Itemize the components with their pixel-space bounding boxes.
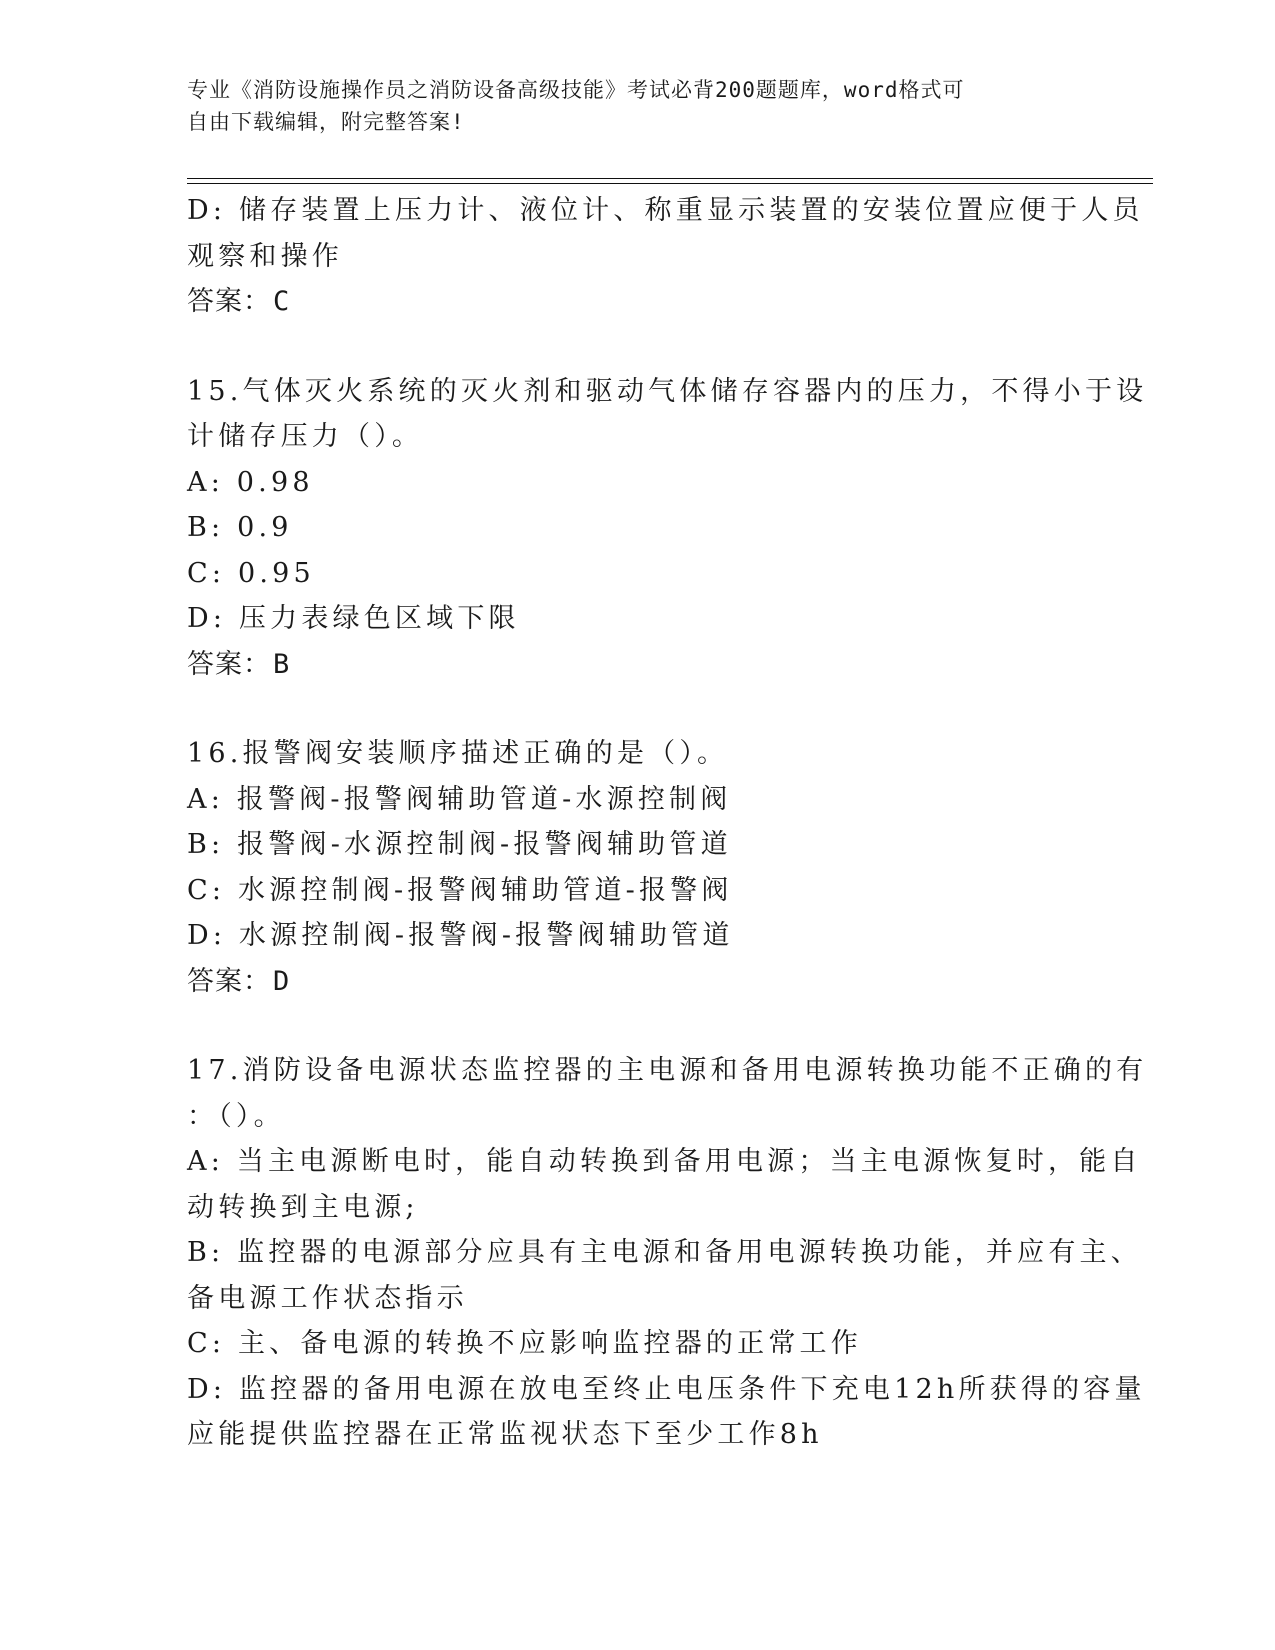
q16-option-c: C: 水源控制阀-报警阀辅助管道-报警阀 [187,874,733,906]
question-14-tail [187,188,1144,325]
q15-answer [187,642,1077,688]
question-17 [187,1048,1148,1458]
q17-option-d-line-2: 应能提供监控器在正常监视状态下至少工作8h [187,1419,823,1450]
q15-option-a: A: 0.98 [187,466,314,498]
answer-value: D [273,965,291,997]
answer-label: 答案： [187,286,271,317]
q17-option-a-line-1: A: 当主电源断电时，能自动转换到备用电源；当主电源恢复时，能自 [187,1146,1142,1177]
q17-option-b-line-2: 备电源工作状态指示 [187,1282,468,1314]
q15-stem-line-1: 15.气体灭火系统的灭火剂和驱动气体储存容器内的压力，不得小于设 [187,375,1148,407]
q16-option-d: D: 水源控制阀-报警阀-报警阀辅助管道 [187,920,734,951]
q17-option-b-line-1: B: 监控器的电源部分应具有主电源和备用电源转换功能，并应有主、 [187,1237,1142,1268]
header-divider-top [187,178,1153,179]
q17-stem-line-1: 17.消防设备电源状态监控器的主电源和备用电源转换功能不正确的有 [187,1055,1148,1086]
q14-option-d-line-1: D: 储存装置上压力计、液位计、称重显示装置的安装位置应便于人员 [187,195,1144,226]
q17-option-d-line-1: D: 监控器的备用电源在放电至终止电压条件下充电12h所获得的容量 [187,1373,1146,1405]
q14-answer [187,279,1077,325]
q17-option-a-line-2: 动转换到主电源; [187,1191,419,1223]
answer-value: C [273,286,291,317]
document-header [187,74,1067,138]
header-line-1: 专业《消防设施操作员之消防设备高级技能》考试必背200题题库，word格式可 [187,78,965,102]
q17-option-c: C: 主、备电源的转换不应影响监控器的正常工作 [187,1328,862,1359]
q16-option-a: A: 报警阀-报警阀辅助管道-水源控制阀 [187,783,732,815]
question-list [187,188,1148,1458]
q17-stem-line-2: ：（）。 [187,1100,285,1132]
q15-option-b: B: 0.9 [187,512,293,543]
q15-option-c: C: 0.95 [187,557,315,589]
question-16 [187,731,1077,1004]
q16-stem-line-1: 16.报警阀安装顺序描述正确的是（）。 [187,738,729,769]
q15-stem-line-2: 计储存压力（）。 [187,421,424,452]
q14-option-d-line-2: 观察和操作 [187,240,343,272]
q16-option-b: B: 报警阀-水源控制阀-报警阀辅助管道 [187,829,732,860]
q16-answer [187,959,1077,1005]
header-divider-bottom [187,183,1153,184]
answer-label: 答案： [187,965,271,997]
header-line-2: 自由下载编辑，附完整答案! [187,110,465,134]
answer-value: B [273,648,291,680]
answer-label: 答案： [187,648,271,680]
question-15 [187,369,1148,688]
q15-option-d: D: 压力表绿色区域下限 [187,603,520,634]
